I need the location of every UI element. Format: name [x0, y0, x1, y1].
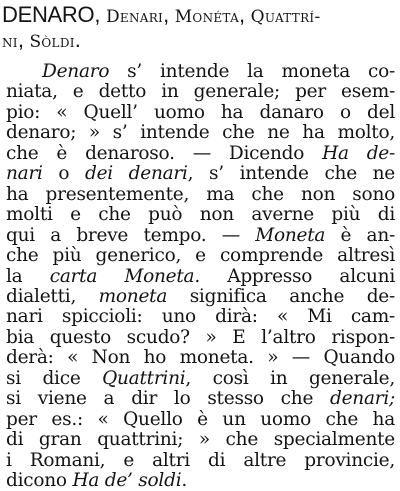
body-line: pio: « Quell’ uomo ha danaro o del: [6, 102, 395, 123]
body-line: denaro; » s’ intende che ne ha molto,: [6, 122, 395, 143]
heading-end: .: [74, 27, 81, 52]
body-line: dialetti, moneta significa anche de-: [6, 286, 395, 307]
synonym-denari: Denari: [105, 7, 164, 27]
body-line: nari o dei denari, s’ intende che ne: [6, 163, 395, 184]
body-line: i Romani, e altri di altre provincie,: [6, 450, 395, 471]
body-line: niata, e detto in generale; per esem-: [6, 81, 395, 102]
body-line: per es.: « Quello è un uomo che ha: [6, 409, 395, 430]
body-line: bia questo scudo? » E l’altro rispon-: [6, 327, 395, 348]
synonym-soldi: Sòldi: [29, 32, 75, 52]
headword: DENARO: [2, 2, 95, 27]
body-line: si viene a dir lo stesso che denari;: [6, 388, 395, 409]
body-line: che è denaroso. — Dicendo Ha de-: [6, 143, 395, 164]
heading-separator: ,: [163, 2, 175, 27]
body-line: qui a breve tempo. — Moneta è an-: [6, 225, 395, 246]
synonym-quattrini-part1: Quattrí-: [250, 7, 321, 27]
body-line: la carta Moneta. Appresso alcuni: [6, 266, 395, 287]
body-line: nari spiccioli: uno dirà: « Mi cam-: [6, 306, 395, 327]
body-line: molti e che può non averne più di: [6, 204, 395, 225]
term-denaro: Denaro: [42, 61, 110, 82]
heading-separator: ,: [17, 27, 30, 52]
body-line: ha presentemente, ma che non sono: [6, 184, 395, 205]
body-line: si dice Quattrini, così in generale,: [6, 368, 395, 389]
synonym-moneta: Monéta: [174, 7, 240, 27]
body-line: di gran quattrini; » che specialmente: [6, 429, 395, 450]
body-line: che più generico, e comprende altresì: [6, 245, 395, 266]
heading-separator: ,: [239, 2, 251, 27]
body-line: derà: « Non ho moneta. » — Quando: [6, 347, 395, 368]
entry-heading: [2, 4, 395, 26]
body-line: Denaro s’ intende la moneta co-: [42, 61, 395, 82]
synonym-quattrini-part2: ni: [2, 32, 18, 52]
heading-separator: ,: [94, 2, 106, 27]
entry-heading-continued: [2, 29, 81, 51]
body-line: dicono Ha de’ soldi.: [6, 470, 187, 491]
